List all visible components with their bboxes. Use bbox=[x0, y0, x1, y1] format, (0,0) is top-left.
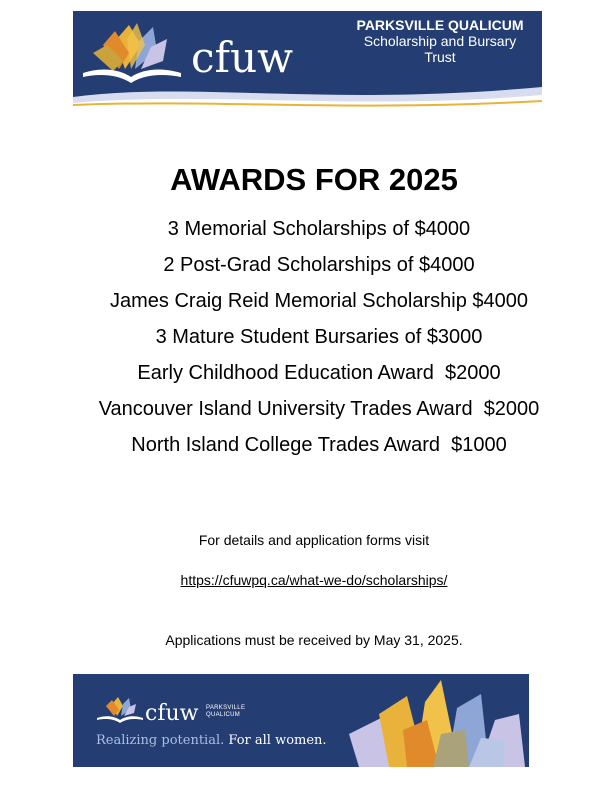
footer-org-line-1: PARKSVILLE bbox=[206, 705, 246, 711]
header-banner bbox=[73, 11, 542, 112]
award-item: North Island College Trades Award $1000 bbox=[131, 434, 507, 456]
trust-line-1: PARKSVILLE QUALICUM bbox=[356, 17, 524, 33]
trust-line-3: Trust bbox=[424, 49, 456, 65]
award-item: 3 Mature Student Bursaries of $3000 bbox=[155, 326, 483, 348]
deadline-text: Applications must be received by May 31, 2025. bbox=[165, 632, 463, 648]
footer-banner bbox=[73, 674, 529, 767]
details-text: For details and application forms visit bbox=[198, 532, 430, 548]
trust-name bbox=[345, 17, 535, 65]
award-item: 3 Memorial Scholarships of $4000 bbox=[167, 218, 471, 240]
small-open-book-lotus-icon bbox=[95, 694, 145, 724]
award-item: James Craig Reid Memorial Scholarship $4000 bbox=[110, 290, 528, 312]
award-item: Early Childhood Education Award $2000 bbox=[137, 362, 501, 384]
tagline-part-2: For all women. bbox=[228, 733, 327, 748]
award-item: 2 Post-Grad Scholarships of $4000 bbox=[163, 254, 475, 276]
footer-org-line-2: QUALICUM bbox=[206, 712, 241, 718]
trust-line-2: Scholarship and Bursary bbox=[363, 33, 517, 49]
footer-tagline bbox=[96, 733, 327, 749]
scholarships-link-wrapper bbox=[0, 571, 612, 589]
award-item: Vancouver Island University Trades Award $2000 bbox=[98, 398, 540, 420]
lotus-petals-decoration bbox=[329, 674, 529, 767]
page-title: AWARDS FOR 2025 bbox=[170, 162, 458, 197]
footer-cfuw-logo-text: cfuw bbox=[145, 701, 199, 726]
open-book-lotus-icon bbox=[79, 17, 189, 87]
cfuw-logo-text: cfuw bbox=[191, 33, 294, 82]
awards-list bbox=[0, 214, 612, 466]
tagline-part-1: Realizing potential. bbox=[96, 733, 225, 748]
footer-org-name bbox=[206, 705, 245, 719]
scholarships-link[interactable]: https://cfuwpq.ca/what-we-do/scholarships/ bbox=[180, 572, 448, 588]
